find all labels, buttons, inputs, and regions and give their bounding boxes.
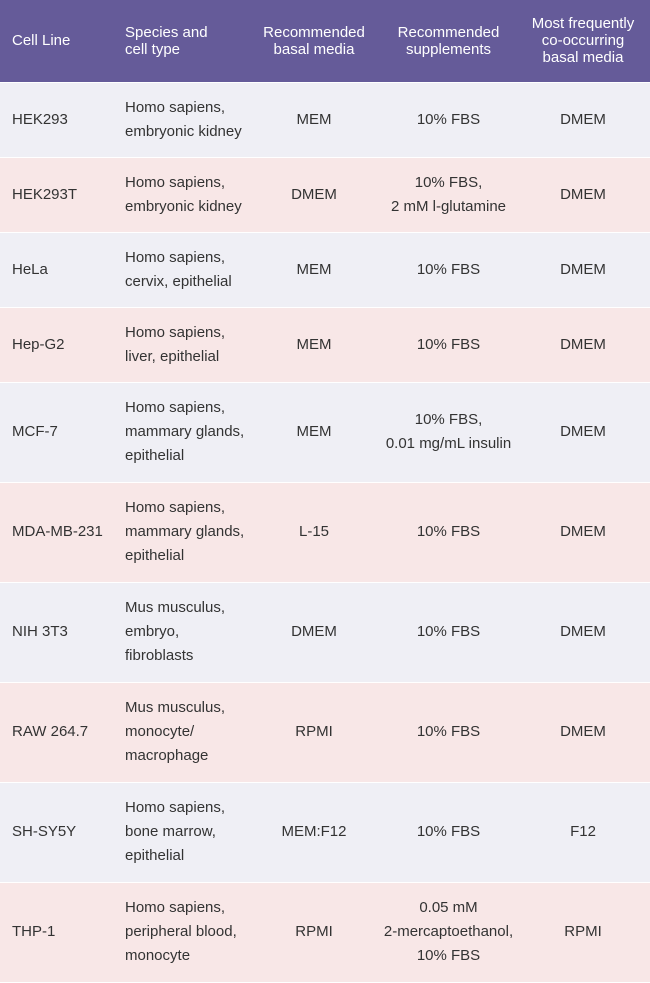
species-cell (117, 882, 247, 982)
supplements-line: 10% FBS (416, 110, 481, 128)
supplements-line: 10% FBS (416, 523, 481, 540)
co-occurring-value: DMEM (560, 723, 606, 740)
cell-line-value: HEK293T (12, 185, 78, 203)
supplements-line: 0.01 mg/mL insulin (385, 435, 512, 452)
species-line: epithelial (125, 847, 185, 864)
table-row (0, 882, 650, 982)
header-species-line: Species and (125, 23, 208, 41)
header-basal-media (247, 0, 381, 82)
table-row (0, 782, 650, 882)
supplements-cell (381, 782, 516, 882)
species-line: fibroblasts (125, 647, 194, 664)
table-row (0, 482, 650, 582)
basal-media-value: MEM:F12 (281, 823, 347, 840)
header-co-line: basal media (542, 49, 624, 67)
cell-line-value: SH-SY5Y (12, 823, 77, 840)
species-line: embryo, (125, 623, 180, 640)
species-cell (117, 782, 247, 882)
supplements-cell (381, 582, 516, 682)
basal-media-value: RPMI (295, 723, 333, 740)
co-occurring-value: DMEM (560, 423, 606, 440)
supplements-cell (381, 682, 516, 782)
cell-line-value: THP-1 (12, 923, 56, 941)
header-species (117, 0, 247, 82)
species-line: Mus musculus, (125, 599, 226, 616)
basal-media-value: MEM (296, 110, 332, 128)
table-row (0, 82, 650, 157)
cell-line-value: RAW 264.7 (12, 723, 89, 740)
supplements-cell (381, 482, 516, 582)
table-row (0, 582, 650, 682)
table-row (0, 307, 650, 382)
supplements-line: 10% FBS (416, 723, 481, 740)
supplements-line: 0.05 mM (419, 899, 478, 917)
species-cell (117, 232, 247, 307)
species-line: monocyte (125, 947, 191, 965)
table-row (0, 157, 650, 232)
species-line: Mus musculus, (125, 699, 226, 716)
co-occurring-value: DMEM (560, 335, 606, 353)
species-line: Homo sapiens, (125, 399, 226, 416)
basal-media-value: MEM (296, 335, 332, 353)
species-line: Homo sapiens, (125, 98, 226, 116)
header-species-line: cell type (125, 40, 181, 58)
species-line: peripheral blood, (125, 923, 237, 941)
supplements-line: 10% FBS (416, 947, 481, 965)
species-line: Homo sapiens, (125, 499, 226, 516)
supplements-line: 2-mercaptoethanol, (383, 923, 514, 941)
basal-media-value: L-15 (298, 523, 330, 540)
basal-media-value: MEM (296, 423, 332, 440)
species-line: embryonic kidney (125, 122, 242, 140)
basal-media-value: DMEM (291, 623, 337, 640)
co-occurring-value: DMEM (560, 260, 606, 278)
supplements-line: 10% FBS (416, 823, 481, 840)
species-line: monocyte/ (125, 723, 195, 740)
supplements-line: 2 mM l-glutamine (390, 197, 507, 215)
supplements-cell (381, 232, 516, 307)
species-cell (117, 157, 247, 232)
supplements-cell (381, 82, 516, 157)
header-supplements-line: Recommended (397, 23, 500, 41)
species-line: bone marrow, (125, 823, 216, 840)
species-line: cervix, epithelial (125, 272, 232, 290)
species-line: embryonic kidney (125, 197, 242, 215)
header-co-line: Most frequently (531, 15, 635, 33)
species-line: Homo sapiens, (125, 248, 226, 266)
supplements-line: 10% FBS, (414, 173, 483, 191)
supplements-cell (381, 307, 516, 382)
species-line: mammary glands, (125, 523, 245, 540)
header-supplements (381, 0, 516, 82)
co-occurring-value: DMEM (560, 185, 606, 203)
co-occurring-value: DMEM (560, 623, 606, 640)
species-line: Homo sapiens, (125, 899, 226, 917)
species-cell (117, 482, 247, 582)
species-cell (117, 82, 247, 157)
header-cell-line-text: Cell Line (12, 32, 71, 50)
header-co-occurring (516, 0, 650, 82)
table-row (0, 232, 650, 307)
species-line: Homo sapiens, (125, 799, 226, 816)
cell-line-value: MDA-MB-231 (12, 523, 103, 540)
supplements-cell (381, 882, 516, 982)
table-row (0, 682, 650, 782)
supplements-cell (381, 382, 516, 482)
cell-line-value: HEK293 (12, 110, 68, 128)
basal-media-value: DMEM (291, 185, 337, 203)
header-basal-line: Recommended (263, 23, 365, 41)
species-cell (117, 682, 247, 782)
basal-media-value: MEM (296, 260, 332, 278)
header-co-line: co-occurring (541, 32, 625, 50)
supplements-line: 10% FBS (416, 623, 481, 640)
cell-line-value: NIH 3T3 (12, 623, 68, 640)
species-line: epithelial (125, 447, 185, 464)
header-row (0, 0, 650, 82)
species-line: liver, epithelial (125, 347, 220, 365)
supplements-line: 10% FBS (416, 335, 481, 353)
supplements-line: 10% FBS, (414, 411, 483, 428)
species-line: Homo sapiens, (125, 323, 226, 341)
species-line: mammary glands, (125, 423, 245, 440)
species-cell (117, 307, 247, 382)
table-row (0, 382, 650, 482)
species-line: Homo sapiens, (125, 173, 226, 191)
co-occurring-value: DMEM (560, 110, 606, 128)
supplements-cell (381, 157, 516, 232)
species-line: epithelial (125, 547, 185, 564)
species-cell (117, 582, 247, 682)
header-supplements-line: supplements (405, 40, 492, 58)
cell-line-value: Hep-G2 (12, 335, 65, 353)
co-occurring-value: RPMI (564, 923, 602, 941)
table-header (0, 0, 650, 82)
co-occurring-value: F12 (570, 823, 596, 840)
species-line: macrophage (125, 747, 209, 764)
cell-line-value: MCF-7 (12, 423, 58, 440)
table-body (0, 82, 650, 982)
supplements-line: 10% FBS (416, 260, 481, 278)
cell-line-value: HeLa (12, 260, 48, 278)
header-basal-line: basal media (273, 40, 355, 58)
header-cell-line (0, 0, 117, 82)
co-occurring-value: DMEM (560, 523, 606, 540)
species-cell (117, 382, 247, 482)
basal-media-value: RPMI (295, 923, 333, 941)
